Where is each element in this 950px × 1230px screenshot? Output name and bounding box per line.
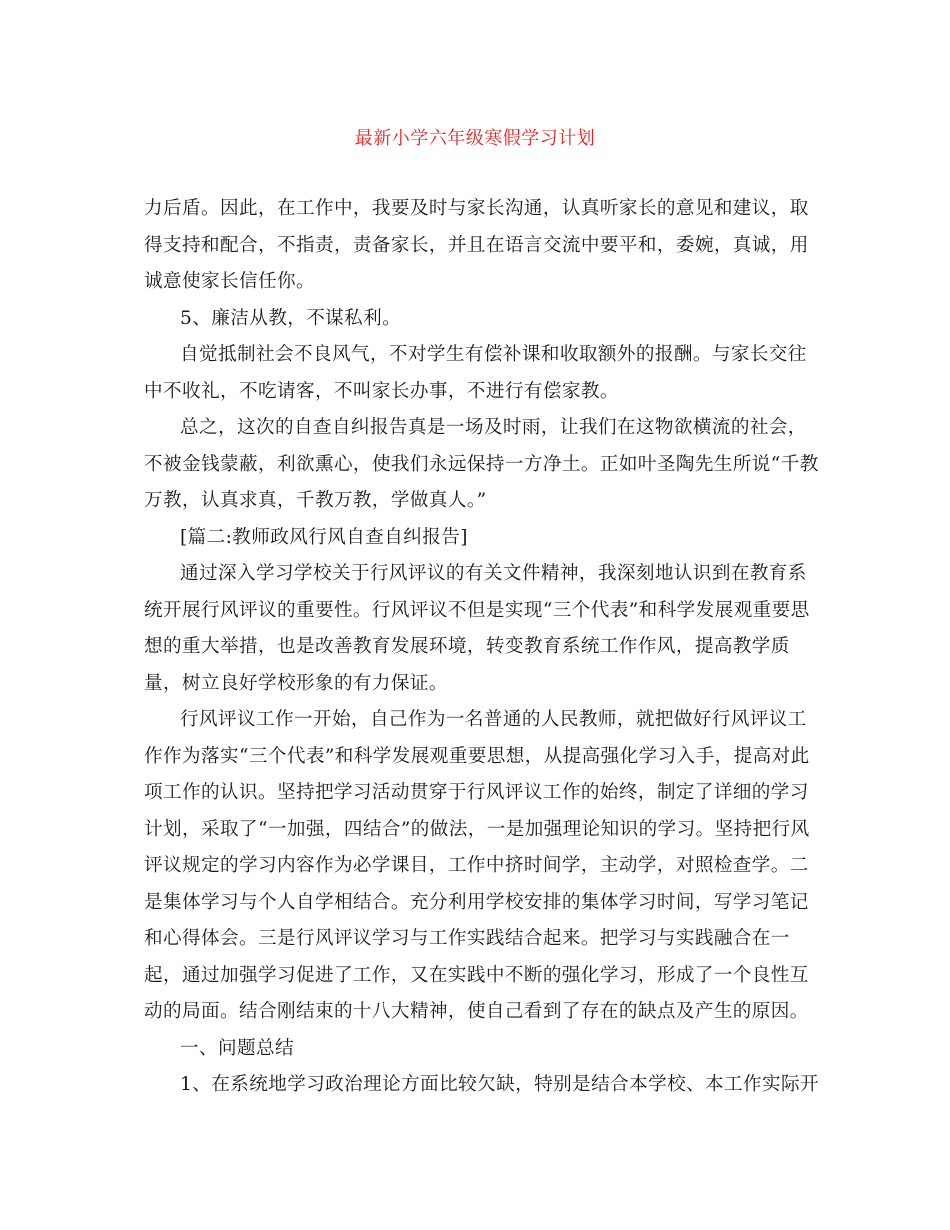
text-line: 得支持和配合，不指责，责备家长，并且在语言交流中要平和，委婉，真诚，用 (144, 234, 809, 256)
text-line: 作作为落实“三个代表”和科学发展观重要思想，从提高强化学习入手，提高对此 (144, 745, 810, 767)
text-line: 5、廉洁从教，不谋私利。 (180, 307, 402, 329)
document-body (144, 191, 820, 1104)
text-line: 量，树立良好学校形象的有力保证。 (144, 672, 448, 694)
text-line: 计划，采取了“一加强，四结合”的做法，一是加强理论知识的学习。坚持把行风 (144, 818, 810, 840)
text-line: 自觉抵制社会不良风气，不对学生有偿补课和收取额外的报酬。与家长交往 (180, 344, 807, 365)
text-line: 总之，这次的自查自纠报告真是一场及时雨，让我们在这物欲横流的社会， (180, 417, 807, 438)
text-line: 评议规定的学习内容作为必学课目，工作中挤时间学，主动学，对照检查学。二 (144, 855, 809, 876)
text-line: 动的局面。结合刚结束的十八大精神，使自己看到了存在的缺点及产生的原因。 (144, 1001, 809, 1022)
text-line: 不被金钱蒙蔽，利欲熏心，使我们永远保持一方净土。正如叶圣陶先生所说“千教 (144, 453, 819, 475)
document-title: 最新小学六年级寒假学习计划 (354, 128, 596, 149)
text-line: 万教，认真求真，千教万教，学做真人。” (144, 490, 487, 511)
text-line: 是集体学习与个人自学相结合。充分利用学校安排的集体学习时间，写学习笔记 (144, 891, 809, 913)
text-line: 1、在系统地学习政治理论方面比较欠缺，特别是结合本学校、本工作实际开 (180, 1074, 820, 1095)
text-line: 力后盾。因此，在工作中，我要及时与家长沟通，认真听家长的意见和建议，取 (144, 198, 809, 219)
text-line: 一、问题总结 (180, 1037, 294, 1059)
text-line: 想的重大举措，也是改善教育发展环境，转变教育系统工作作风，提高教学质 (144, 636, 790, 657)
text-line: 统开展行风评议的重要性。行风评议不但是实现“三个代表”和科学发展观重要思 (144, 599, 810, 621)
text-line: 和心得体会。三是行风评议学习与工作实践结合起来。把学习与实践融合在一 (144, 928, 790, 949)
text-line: 诚意使家长信任你。 (144, 271, 315, 292)
text-line: 起，通过加强学习促进了工作，又在实践中不断的强化学习，形成了一个良性互 (144, 964, 809, 986)
text-line: 通过深入学习学校关于行风评议的有关文件精神，我深刻地认识到在教育系 (180, 563, 807, 584)
text-line: 中不收礼，不吃请客，不叫家长办事，不进行有偿家教。 (144, 380, 619, 402)
text-line: 行风评议工作一开始，自己作为一名普通的人民教师，就把做好行风评议工 (180, 709, 807, 730)
text-line: [篇二:教师政风行风自查自纠报告] (180, 526, 468, 548)
text-line: 项工作的认识。坚持把学习活动贯穿于行风评议工作的始终，制定了详细的学习 (144, 782, 809, 803)
